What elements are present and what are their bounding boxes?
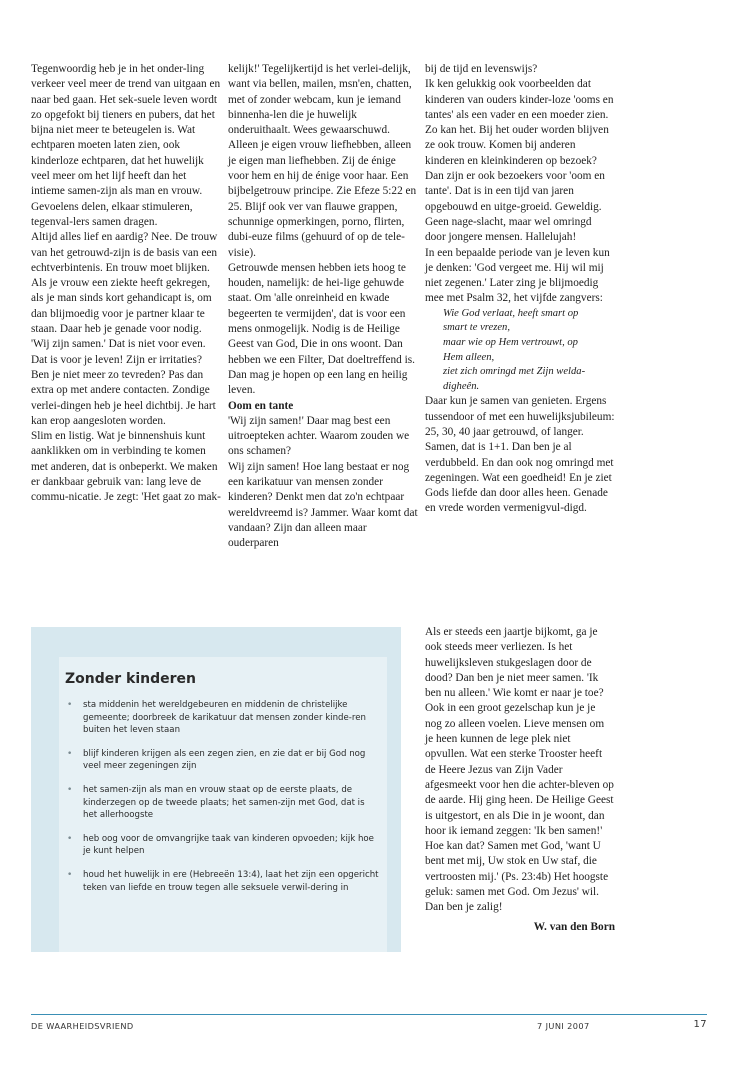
paragraph: Ik ken gelukkig ook voorbeelden dat kinderen van ouders kinder-loze 'ooms en tantes' als een vader en een moeder zien. Zo kan het. Bij het ouder worden blijven ze ook trouw. Komen bij anderen kinderen en kleinkinderen op bezoek? Dan zijn er ook bezoekers voor 'oom en tante'. Dat is in een tijd van jaren opgebouwd en uitge-groeid. Geweldig. Geen nage-slacht, maar wel omringd door jongere mensen. Hallelujah! <box>425 78 614 244</box>
page-number: 17 <box>693 1019 707 1030</box>
sidebar-box <box>31 627 401 952</box>
psalm-quote <box>425 307 615 395</box>
paragraph: bij de tijd en levenswijs? <box>425 63 538 75</box>
box-title: Zonder kinderen <box>65 671 196 687</box>
bullet-icon: • <box>67 833 73 844</box>
quote-line: Wie God verlaat, heeft smart op <box>443 307 579 319</box>
list-item <box>59 869 387 894</box>
list-item <box>59 784 387 822</box>
list-item <box>59 748 387 773</box>
paragraph: Als er steeds een jaartje bijkomt, ga je ook steeds meer verliezen. Is het huwelijksleven stukgeslagen door de dood? Dan ben je niet meer samen. 'Ik ben nu alleen.' Wie komt er naar je toe? Ook in een groot gezelschap kun je je nog zo alleen voelen. Lieve mensen om je heen kunnen de lege plek niet opvullen. Wat een sterke Trooster heeft de Heere Jezus van Zijn Vader afgesmeekt voor hen die achter-bleven op de aarde. Hij ging heen. De Heilige Geest is uitgestort, en als Die in je woont, dan hoor ik iemand zeggen: 'Ik ben samen!' Hoe kan dat? Samen met God, 'want U bent met mij, Uw stok en Uw staf, die vertroosten mij.' (Ps. 23:4b) Het hoogste geluk: samen met God. Om Jezus' wil. Dan ben je zalig! <box>425 626 614 914</box>
bullet-icon: • <box>67 748 73 759</box>
paragraph: 'Wij zijn samen.' Dat is niet voor even. Dat is voor je leven! Zijn er irritaties? Ben je niet meer zo tevreden? Pas dan extra op met andere contacten. Zondige verlei-dingen heb je heel dichtbij. Je hart kan erop aangesloten worden. <box>31 338 216 427</box>
sidebar-box-content <box>59 657 387 952</box>
paragraph: Daar kun je samen van genieten. Ergens tussendoor of met een huwelijksjubileum: 25, 30, 40 jaar getrouwd, of langer. Samen, dat is 1+1. Dan ben je al verdubbeld. En dan ook nog omringd met zegeningen. Wat een goedheid! En je ziet Gods liefde dan door alles heen. Genade en vrede worden vermenigvul-digd. <box>425 395 615 515</box>
quote-line: smart te vrezen, <box>443 322 510 334</box>
text-column-2 <box>228 62 418 552</box>
list-item-text: blijf kinderen krijgen als een zegen zien, en zie dat er bij God nog veel meer zegeningen zijn <box>83 748 366 772</box>
bullet-icon: • <box>67 784 73 795</box>
list-item-text: heb oog voor de omvangrijke taak van kinderen opvoeden; kijk hoe je kunt helpen <box>83 833 374 857</box>
quote-line: maar wie op Hem vertrouwt, op <box>443 336 578 348</box>
publication-name: DE WAARHEIDSVRIEND <box>31 1021 134 1031</box>
bullet-icon: • <box>67 869 73 880</box>
paragraph: Slim en listig. Wat je binnenshuis kunt aanklikken om in verbinding te komen met anderen, dat is onbeperkt. We maken er dankbaar gebruik van: lang leve de commu-nicatie. Je zegt: 'Het gaat zo mak- <box>31 430 221 504</box>
list-item <box>59 833 387 858</box>
quote-line: ziet zich omringd met Zijn welda- <box>443 366 586 378</box>
author-signature: W. van den Born <box>533 920 615 933</box>
paragraph: Altijd alles lief en aardig? Nee. De trouw van het getrouwd-zijn is de basis van een echtverbintenis. En trouw moet blijken. Als je vrouw een ziekte heeft gekregen, als je man sinds kort gehandicapt is, om dan blijmoedig voor je partner klaar te staan. Daar heb je genade voor nodig. <box>31 231 218 336</box>
paragraph: In een bepaalde periode van je leven kun je denken: 'God vergeet me. Hij wil mij niet zegenen.' Later zing je blijmoedig mee met Psalm 32, het vijfde zangvers: <box>425 246 610 305</box>
bullet-icon: • <box>67 700 73 710</box>
paragraph: Wij zijn samen! Hoe lang bestaat er nog een karikatuur van mensen zonder kinderen? Denkt men dat zo'n echtpaar wereldvreemd is? Jammer. Waar komt dat vandaan? Zijn dan alleen maar ouderparen <box>228 460 418 550</box>
bullet-list <box>59 699 387 894</box>
list-item <box>59 699 387 737</box>
list-item-text: het samen-zijn als man en vrouw staat op de eerste plaats, de kinderzegen op de tweede plaats; het samen-zijn met God, dat is het allerhoogste <box>83 784 365 821</box>
page-footer <box>31 1014 707 1031</box>
paragraph: Getrouwde mensen hebben iets hoog te houden, namelijk: de hei-lige gehuwde staat. Om 'alle onreinheid en kwade begeerten te vermijden', dat is voor een mens onmogelijk. Nodig is de Heilige Geest van God, Die in ons woont. Dan hebben we een Filter, Dat doeltreffend is. Dan mag je hopen op een lang en heilig leven. <box>228 261 415 397</box>
issue-date: 7 JUNI 2007 <box>537 1021 590 1031</box>
text-column-4 <box>425 625 615 935</box>
paragraph: 'Wij zijn samen!' Daar mag best een uitroepteken achter. Waarom zouden we ons schamen? <box>228 414 410 458</box>
list-item-text: sta middenin het wereldgebeuren en middenin de christelijke gemeente; doorbreek de karikatuur dat mensen zonder kinde-ren buiten het leven staan <box>83 700 366 736</box>
section-subheading: Oom en tante <box>228 399 294 412</box>
text-column-1 <box>31 62 221 506</box>
list-item-text: houd het huwelijk in ere (Hebreeën 13:4), laat het zijn een opgericht teken van liefde en trouw tegen alle seksuele verwil-dering in <box>83 869 379 893</box>
paragraph: kelijk!' Tegelijkertijd is het verlei-delijk, want via bellen, mailen, msn'en, chatten, met of zonder webcam, kun je iemand binnenha-len die je huwelijk onderuithaalt. Wees gewaarschuwd. Alleen je eigen vrouw liefhebben, alleen je eigen man liefhebben. Zij de énige voor hem en hij de énige voor haar. Een bijbelgetrouw principe. Zie Efeze 5:22 en 25. Blijf ook ver van flauwe grappen, schunnige opmerkingen, porno, flirten, dubi-euze films (gehuurd of op de tele-visie). <box>228 63 417 259</box>
quote-line: digheên. <box>443 380 480 392</box>
paragraph: Tegenwoordig heb je in het onder-ling verkeer veel meer de trend van uitgaan en naar bed gaan. Het sek-suele leven wordt zo opgefokt bij tieners en pubers, dat het bijna niet meer te beteugelen is. Wat echtparen moeten laten zien, ook kinderloze echtparen, dat het huwelijk veel meer om het lijf heeft dan het intieme samen-zijn als man en vrouw. Gevoelens delen, elkaar stimuleren, tegenval-lers samen dragen. <box>31 63 221 228</box>
quote-line: Hem alleen, <box>443 351 495 363</box>
text-column-3 <box>425 62 615 517</box>
